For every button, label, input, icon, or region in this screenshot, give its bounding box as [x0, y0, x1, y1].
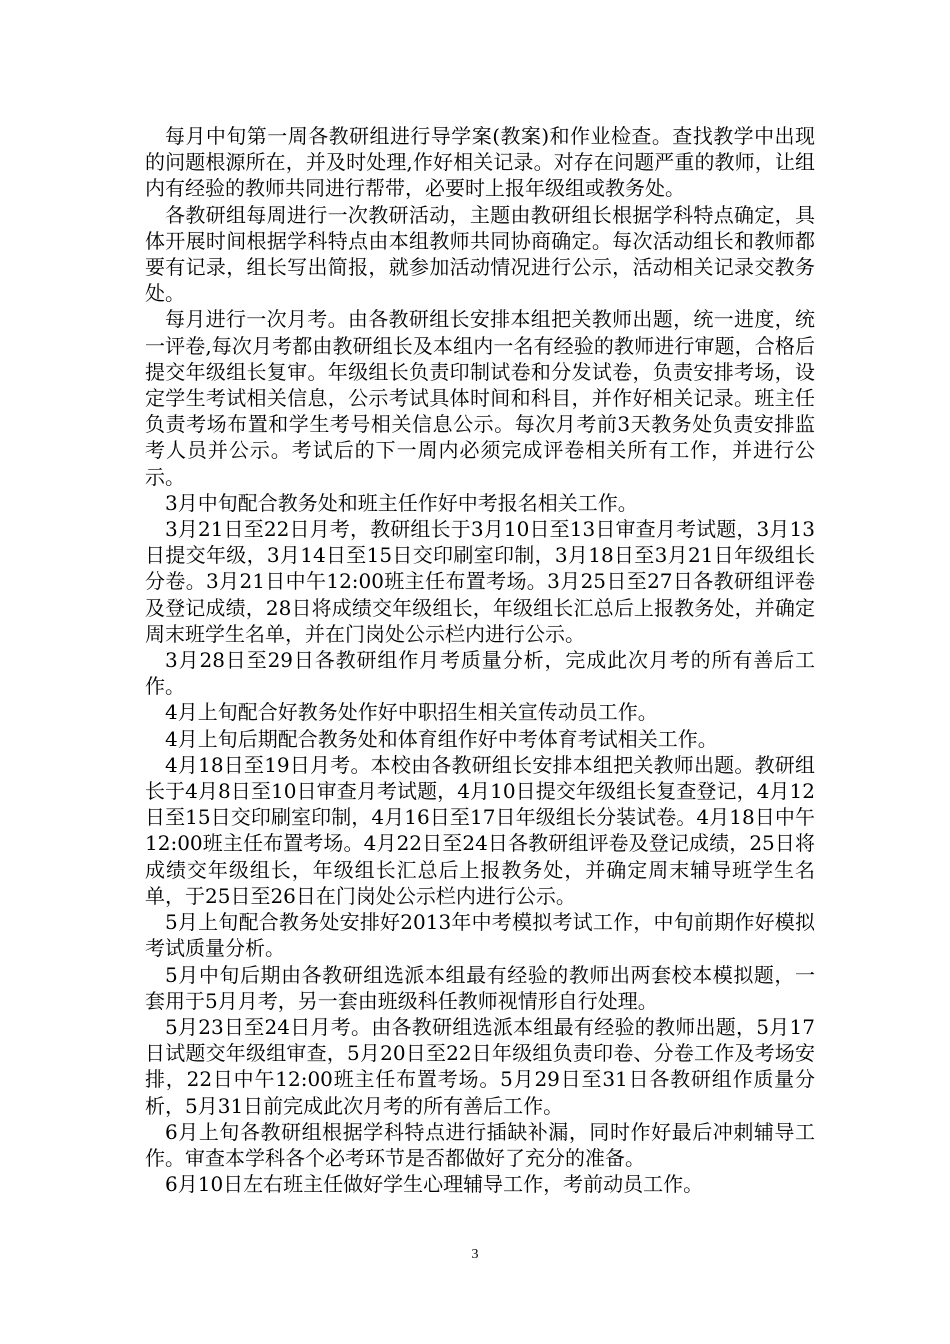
page-number: 3	[471, 1247, 479, 1262]
paragraph-june-counseling: 6月10日左右班主任做好学生心理辅导工作，考前动员工作。	[165, 1172, 704, 1197]
paragraph-april-exam: 4月18日至19日月考。本校由各教研组长安排本组把关教师出题。教研组长于4月8日至10日审查月考试题，4月10日提交年级组长复查登记，4月12日至15日交印刷室印制，4月16日至17日年级组长分装试卷。4月18日中午12:00班主任布置考场。4月22日至24日各教研组评卷及登记成绩，25日将成绩交年级组长，年级组长汇总后上报教务处，并确定周末辅导班学生名单，于25日至26日在门岗处公示栏内进行公示。	[145, 752, 815, 908]
paragraph-april-recruitment: 4月上旬配合好教务处作好中职招生相关宣传动员工作。	[165, 700, 658, 725]
paragraph-march-exam: 3月21日至22日月考，教研组长于3月10日至13日审查月考试题，3月13日提交年级，3月14日至15日交印刷室印制，3月18日至3月21日年级组长分卷。3月21日中午12:00班主任布置考场。3月25日至27日各教研组评卷及登记成绩，28日将成绩交年级组长，年级组长汇总后上报教务处，并确定周末班学生名单，并在门岗处公示栏内进行公示。	[145, 517, 815, 646]
paragraph-may-mock-exam: 5月上旬配合教务处安排好2013年中考模拟考试工作，中旬前期作好模拟考试质量分析。	[145, 910, 815, 961]
paragraph-march-analysis: 3月28日至29日各教研组作月考质量分析，完成此次月考的所有善后工作。	[145, 648, 815, 699]
paragraph-may-exam: 5月23日至24日月考。由各教研组选派本组最有经验的教师出题，5月17日试题交年级组审查，5月20日至22日年级组负责印卷、分卷工作及考场安排，22日中午12:00班主任布置考场。5月29日至31日各教研组作质量分析，5月31日前完成此次月考的所有善后工作。	[145, 1014, 815, 1118]
paragraph-may-mock-papers: 5月中旬后期由各教研组选派本组最有经验的教师出两套校本模拟题，一套用于5月月考，另一套由班级科任教师视情形自行处理。	[145, 962, 815, 1013]
paragraph-june-review: 6月上旬各教研组根据学科特点进行插缺补漏，同时作好最后冲刺辅导工作。审查本学科各个必考环节是否都做好了充分的准备。	[145, 1119, 815, 1170]
paragraph-weekly-research: 各教研组每周进行一次教研活动，主题由教研组长根据学科特点确定，具体开展时间根据学科特点由本组教师共同协商确定。每次活动组长和教师都要有记录，组长写出简报，就参加活动情况进行公示，活动相关记录交教务处。	[145, 202, 815, 306]
document-body	[145, 123, 815, 1197]
paragraph-monthly-exam: 每月进行一次月考。由各教研组长安排本组把关教师出题，统一进度，统一评卷,每次月考都由教研组长及本组内一名有经验的教师进行审题，合格后提交年级组长复审。年级组长负责印制试卷和分发试卷，负责安排考场，设定学生考试相关信息，公示考试具体时间和科目，并作好相关记录。班主任负责考场布置和学生考号相关信息公示。每次月考前3天教务处负责安排监考人员并公示。考试后的下一周内必须完成评卷相关所有工作，并进行公示。	[145, 307, 815, 489]
paragraph-homework-check: 每月中旬第一周各教研组进行导学案(教案)和作业检查。查找教学中出现的问题根源所在，并及时处理,作好相关记录。对存在问题严重的教师，让组内有经验的教师共同进行帮带，必要时上报年级组或教务处。	[145, 124, 815, 201]
paragraph-april-pe-exam: 4月上旬后期配合教务处和体育组作好中考体育考试相关工作。	[165, 726, 718, 751]
paragraph-march-registration: 3月中旬配合教务处和班主任作好中考报名相关工作。	[165, 490, 638, 515]
